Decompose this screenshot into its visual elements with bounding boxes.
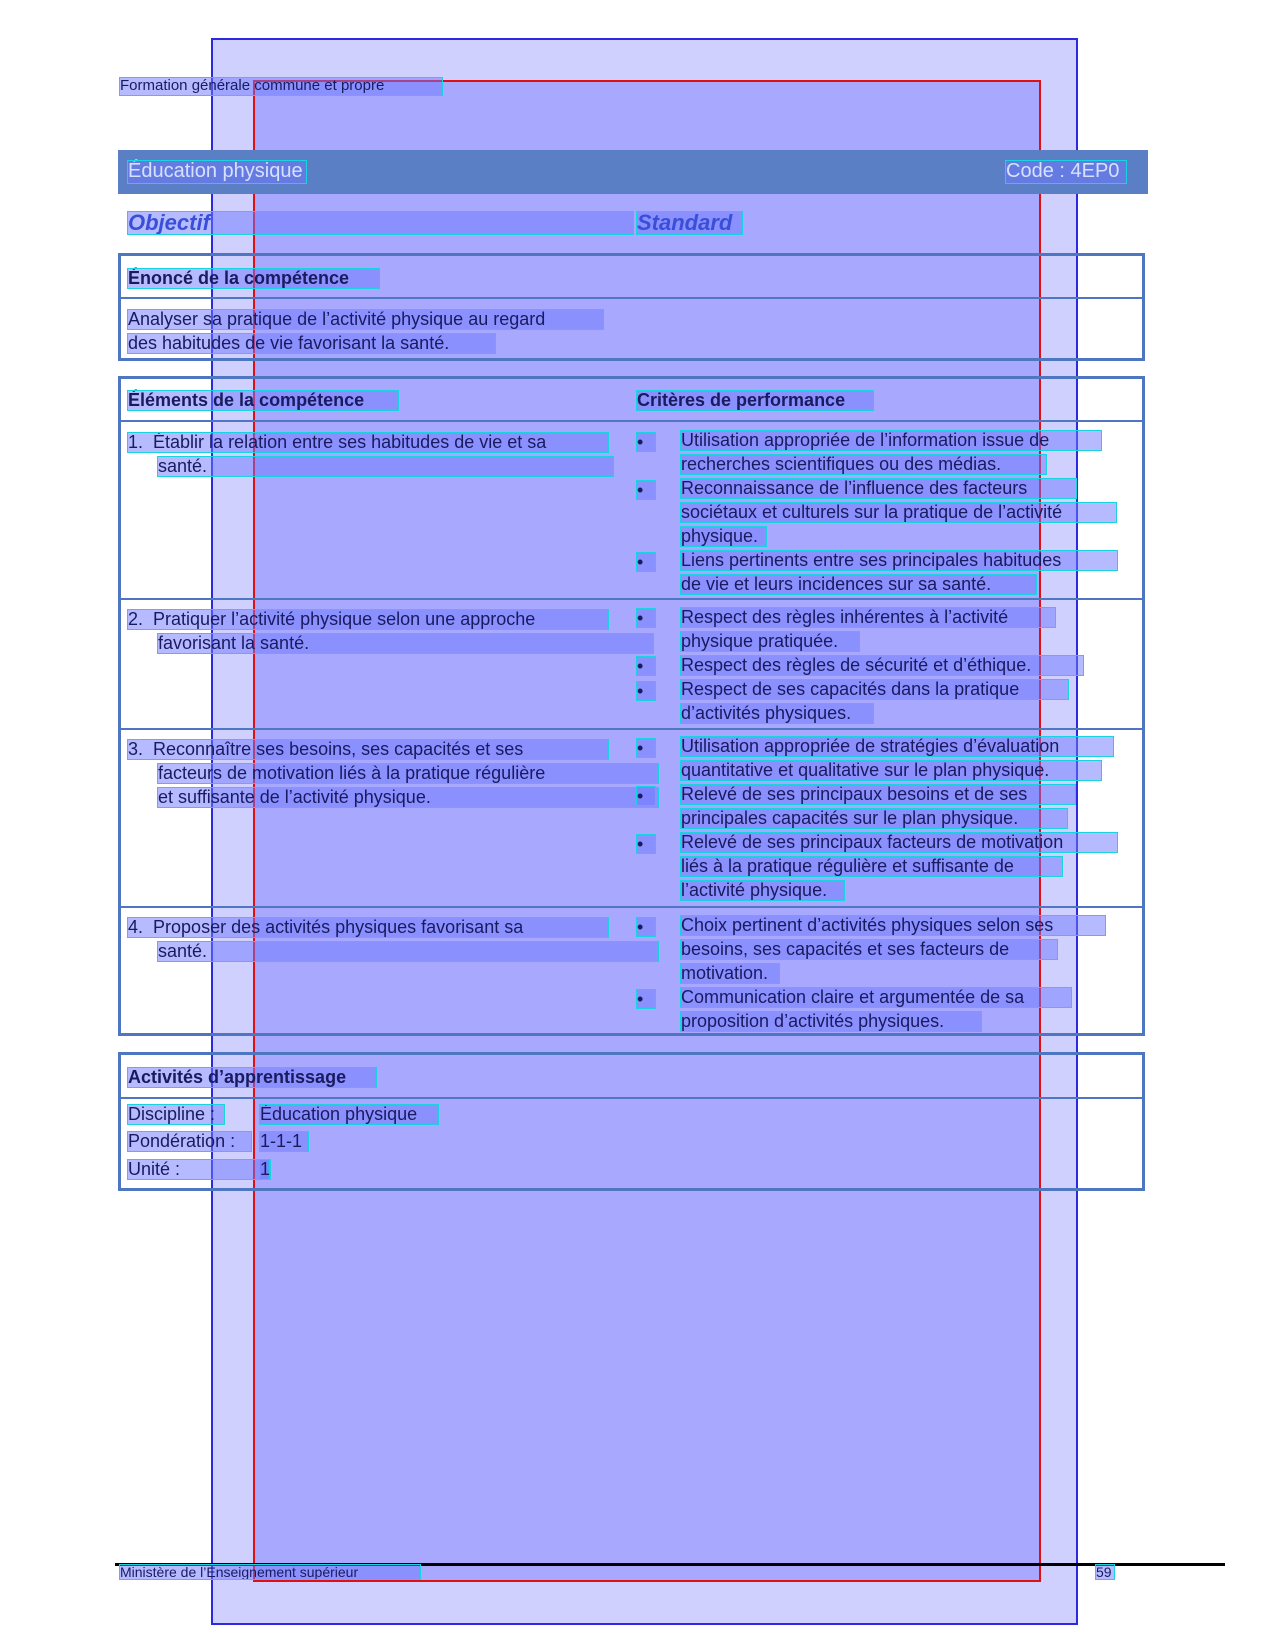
course-code: Code : 4EP0: [1006, 161, 1126, 183]
criterion-text: Relevé de ses principaux besoins et de ses: [681, 785, 1075, 804]
criterion-text: recherches scientifiques ou des médias.: [681, 455, 1046, 474]
criterion-text: Liens pertinents entre ses principales habitudes: [681, 551, 1117, 570]
criterion-text: de vie et leurs incidences sur sa santé.: [681, 575, 1036, 594]
criterion-text: proposition d’activités physiques.: [681, 1012, 981, 1031]
course-title: Éducation physique: [128, 161, 306, 183]
standard-label: Standard: [637, 212, 742, 234]
header-text: Formation générale commune et propre: [120, 78, 442, 95]
activites-heading: Activités d’apprentissage: [128, 1068, 376, 1087]
criterion-text: motivation.: [681, 964, 779, 983]
discipline-value: Éducation physique: [260, 1105, 438, 1124]
criterion-text: liés à la pratique régulière et suffisante de: [681, 857, 1062, 876]
ponderation-value: 1-1-1: [260, 1132, 308, 1151]
footer-ministry: Ministère de l’Enseignement supérieur: [120, 1565, 420, 1579]
criterion-text: besoins, ses capacités et ses facteurs de: [681, 940, 1057, 959]
criterion-text: Respect des règles de sécurité et d’éthique.: [681, 656, 1083, 675]
ponderation-label: Pondération :: [128, 1132, 251, 1151]
criterion-text: Utilisation appropriée de stratégies d’évaluation: [681, 737, 1113, 756]
enonce-divider: [118, 297, 1145, 299]
elements-divider-head: [118, 420, 1145, 422]
criterion-text: Communication claire et argumentée de sa: [681, 988, 1071, 1007]
criterion-text: Respect de ses capacités dans la pratique: [681, 680, 1068, 699]
bullet: •: [637, 739, 655, 757]
criterion-text: physique.: [681, 527, 766, 546]
element-4-line1: 4. Proposer des activités physiques favorisant sa: [128, 918, 608, 937]
criterion-text: quantitative et qualitative sur le plan physique.: [681, 761, 1101, 780]
bullet: •: [637, 609, 655, 627]
element-3-line1: 3. Reconnaître ses besoins, ses capacités et ses: [128, 740, 608, 759]
criterion-text: Reconnaissance de l’influence des facteurs: [681, 479, 1076, 498]
unite-value: 1: [260, 1159, 271, 1179]
elements-divider-2: [118, 728, 1145, 730]
criterion-text: Utilisation appropriée de l’information issue de: [681, 431, 1101, 450]
bullet: •: [637, 657, 655, 675]
element-1-line1: 1. Établir la relation entre ses habitudes de vie et sa: [128, 433, 608, 452]
discipline-label: Discipline :: [128, 1105, 224, 1124]
criterion-text: Relevé de ses principaux facteurs de motivation: [681, 833, 1117, 852]
bullet: •: [637, 918, 655, 936]
bullet: •: [637, 835, 655, 853]
activites-divider: [118, 1097, 1145, 1099]
objectif-label: Objectif: [128, 212, 633, 234]
element-2-line1: 2. Pratiquer l’activité physique selon une approche: [128, 610, 608, 629]
elements-heading-right: Critères de performance: [637, 391, 873, 410]
bullet: •: [637, 481, 655, 499]
criterion-text: physique pratiquée.: [681, 632, 859, 651]
criterion-text: principales capacités sur le plan physique.: [681, 809, 1067, 828]
bullet: •: [637, 682, 655, 700]
unite-label: Unité :: [128, 1160, 268, 1179]
enonce-line1: Analyser sa pratique de l’activité physique au regard: [128, 310, 603, 329]
bullet: •: [637, 990, 655, 1008]
enonce-line2: des habitudes de vie favorisant la santé.: [128, 334, 495, 353]
criterion-text: Respect des règles inhérentes à l’activité: [681, 608, 1055, 627]
elements-divider-1: [118, 598, 1145, 600]
elements-heading-left: Éléments de la compétence: [128, 391, 398, 410]
element-3-line3: et suffisante de l’activité physique.: [158, 788, 658, 807]
bullet: •: [637, 553, 655, 571]
bullet: •: [637, 433, 655, 451]
bullet: •: [637, 787, 655, 805]
criterion-text: l’activité physique.: [681, 881, 844, 900]
element-1-line2: santé.: [158, 457, 613, 476]
footer-page-number: 59: [1096, 1565, 1114, 1579]
criterion-text: Choix pertinent d’activités physiques selon ses: [681, 916, 1105, 935]
enonce-heading: Énoncé de la compétence: [128, 269, 379, 288]
criterion-text: d’activités physiques.: [681, 704, 873, 723]
element-3-line2: facteurs de motivation liés à la pratique régulière: [158, 764, 658, 783]
element-2-line2: favorisant la santé.: [158, 634, 653, 653]
element-4-line2: santé.: [158, 942, 658, 961]
criterion-text: sociétaux et culturels sur la pratique de l’activité: [681, 503, 1116, 522]
elements-divider-3: [118, 906, 1145, 908]
